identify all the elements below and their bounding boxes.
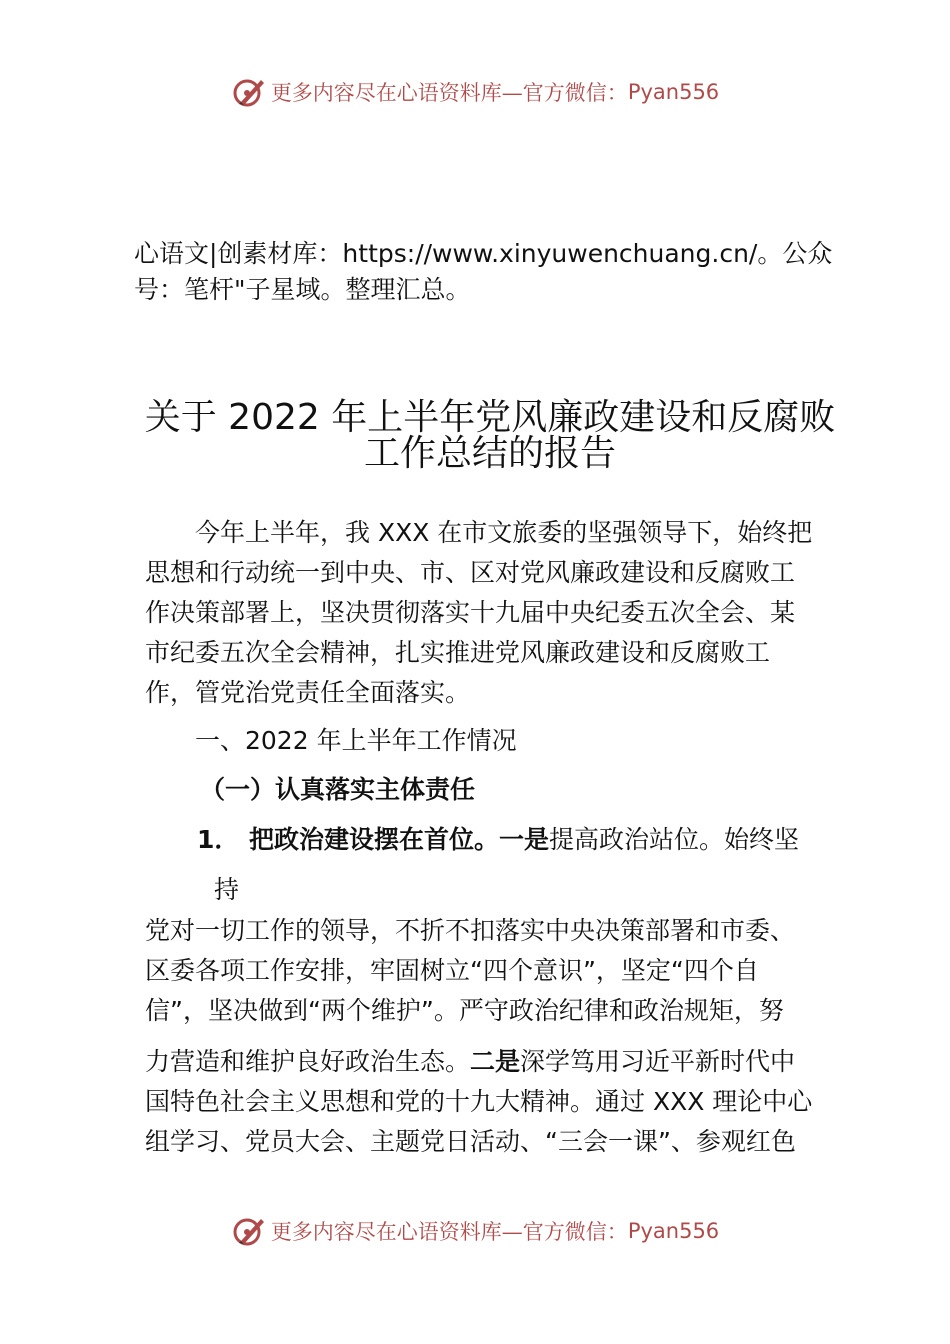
source-note: 心语文|创素材库：https://www.xinyuwenchuang.cn/。公众号：笔杆"子星域。整理汇总。: [134, 239, 833, 304]
header-banner: [0, 72, 950, 112]
item-1-title: 把政治建设摆在首位。: [249, 825, 500, 854]
title-line-1: 关于 2022 年上半年党风廉政建设和反腐败: [144, 397, 836, 438]
intro-paragraph: 今年上半年，我 XXX 在市文旅委的坚强领导下，始终把思想和行动统一到中央、市、区对党风廉政建设和反腐败工作决策部署上，坚决贯彻落实十九届中央纪委五次全会、某市纪委五次全会精神，扎实推进党风廉政建设和反腐败工作，管党治党责任全面落实。: [145, 518, 813, 707]
pen-logo-icon: [231, 1213, 267, 1249]
banner-text: 更多内容尽在心语资料库—官方微信：: [270, 1220, 628, 1244]
paragraph-2: 党对一切工作的领导，不折不扣落实中央决策部署和市委、区委各项工作安排，牢固树立“四个意识”，坚定“四个自信”，坚决做到“两个维护”。严守政治纪律和政治规矩，努: [145, 916, 796, 1025]
banner-handle: Pyan556: [627, 1219, 720, 1243]
item-1-line: [197, 820, 867, 860]
item-1-continuation: 持: [214, 875, 240, 904]
banner-text: 更多内容尽在心语资料库—官方微信：: [270, 81, 628, 105]
paragraph-3-lead: 二是: [470, 1047, 521, 1076]
item-1-text: 提高政治站位。始终坚: [549, 825, 800, 854]
footer-banner: [0, 1211, 950, 1251]
banner-handle: Pyan556: [627, 80, 720, 104]
paragraph-3-text: 深学笃用习近平新时代中国特色社会主义思想和党的十九大精神。通过 XXX 理论中心组学习、党员大会、主题党日活动、“三会一课”、参观红色: [145, 1047, 813, 1156]
section-heading: 一、2022 年上半年工作情况: [195, 726, 517, 755]
item-1-number: 1．: [197, 825, 240, 854]
subsection-heading: （一）认真落实主体责任: [200, 775, 476, 804]
item-1-lead: 一是: [499, 825, 550, 854]
title-line-2: 工作总结的报告: [363, 433, 616, 474]
paragraph-3-start: 力营造和维护良好政治生态。: [145, 1047, 471, 1076]
document-title: [130, 397, 850, 474]
pen-logo-icon: [231, 74, 267, 110]
paragraph-3: [145, 1042, 815, 1162]
